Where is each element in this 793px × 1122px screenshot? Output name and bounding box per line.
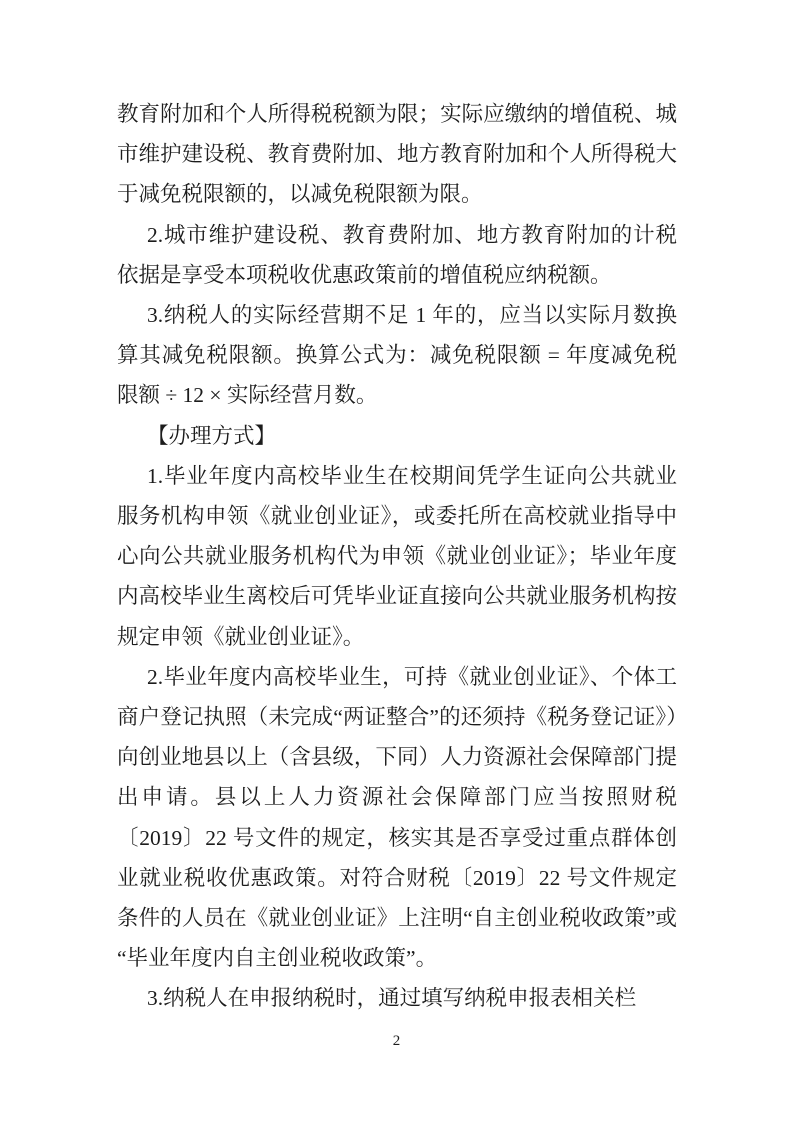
page-footer xyxy=(0,1032,793,1050)
paragraph-step-2-application-review: 2.毕业年度内高校毕业生，可持《就业创业证》、个体工商户登记执照（未完成“两证整合”的还须持《税务登记证》）向创业地县以上（含县级，下同）人力资源社会保障部门提出申请。县以上人力资源社会保障部门应当按照财税〔2019〕22 号文件的规定，核实其是否享受过重点群体创业就业税收优惠政策。对符合财税〔2019〕22 号文件规定条件的人员在《就业创业证》上注明“自主创业税收政策”或“毕业年度内自主创业税收政策”。 xyxy=(117,664,677,971)
paragraph-item-2-tax-basis: 2.城市维护建设税、教育费附加、地方教育附加的计税依据是享受本项税收优惠政策前的增值税应纳税额。 xyxy=(117,222,677,287)
paragraph-continuation: 教育附加和个人所得税税额为限；实际应缴纳的增值税、城市维护建设税、教育费附加、地方教育附加和个人所得税大于减免税限额的，以减免税限额为限。 xyxy=(117,102,677,207)
page-number: 2 xyxy=(392,1033,401,1049)
paragraph-step-1-certificate-application: 1.毕业年度内高校毕业生在校期间凭学生证向公共就业服务机构申领《就业创业证》，或委托所在高校就业指导中心向公共就业服务机构代为申领《就业创业证》；毕业年度内高校毕业生离校后可凭毕业证直接向公共就业服务机构按规定申领《就业创业证》。 xyxy=(117,463,677,649)
paragraph-item-3-proration-formula: 3.纳税人的实际经营期不足 1 年的，应当以实际月数换算其减免税限额。换算公式为：减免税限额 = 年度减免税限额 ÷ 12 × 实际经营月数。 xyxy=(117,303,677,408)
paragraph-step-3-tax-declaration: 3.纳税人在申报纳税时，通过填写纳税申报表相关栏 xyxy=(147,986,637,1011)
section-heading-handling-method: 【办理方式】 xyxy=(147,423,277,448)
document-body xyxy=(117,94,677,1019)
